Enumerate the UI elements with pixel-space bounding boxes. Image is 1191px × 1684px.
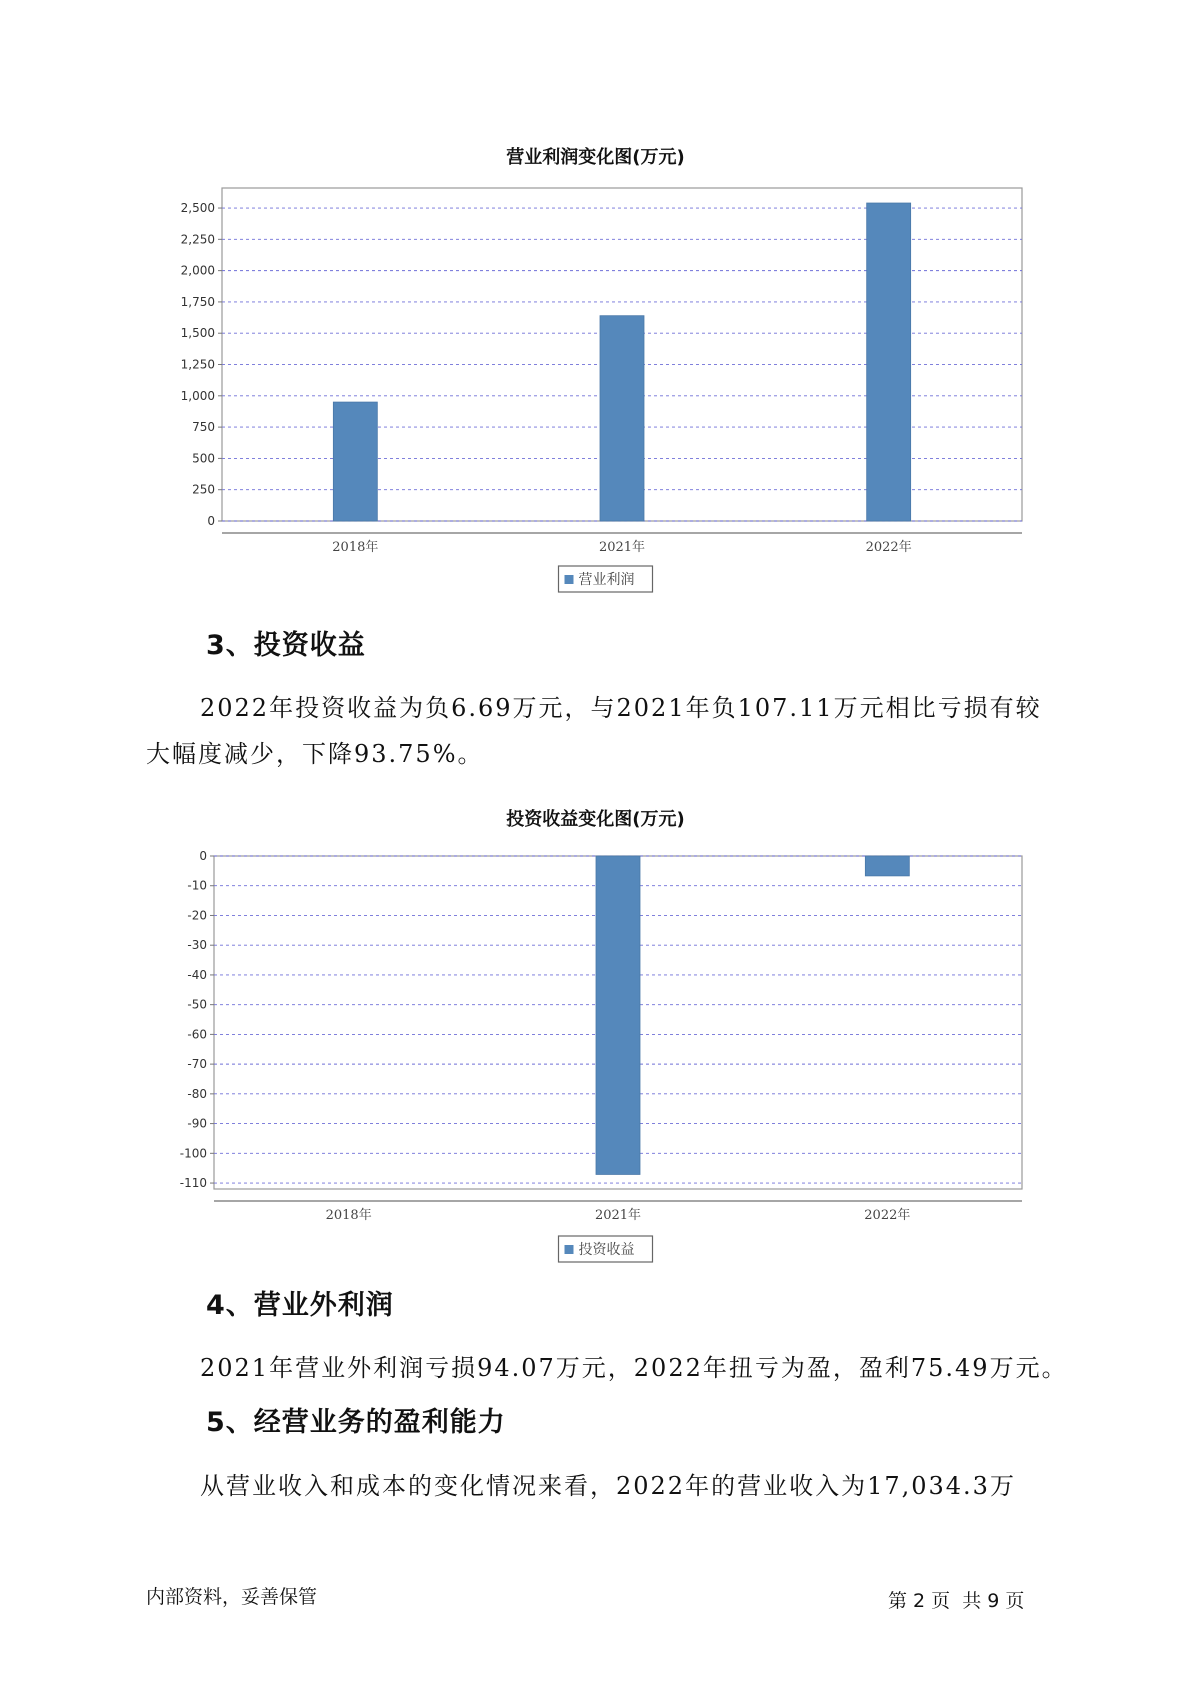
- footer-confidential-note: 内部资料，妥善保管: [146, 1586, 318, 1608]
- chart-2-title: 投资收益变化图(万元): [506, 809, 685, 830]
- legend-swatch: [565, 1245, 574, 1254]
- bar: [867, 203, 911, 521]
- x-tick-label: 2018年: [332, 540, 379, 555]
- section-4-heading: 4、营业外利润: [206, 1290, 394, 1321]
- legend-label: 营业利润: [578, 572, 635, 588]
- y-tick-label: -40: [187, 967, 207, 982]
- bar: [600, 316, 644, 521]
- y-tick-label: -70: [187, 1057, 207, 1072]
- bar: [596, 856, 640, 1174]
- legend-label: 投资收益: [578, 1242, 635, 1258]
- investment-income-chart: [0, 830, 1191, 1258]
- bar: [865, 856, 909, 876]
- y-tick-label: -50: [187, 997, 207, 1012]
- y-tick-label: 500: [192, 451, 215, 466]
- y-tick-label: -20: [187, 908, 207, 923]
- bar: [333, 402, 377, 521]
- y-tick-label: 250: [192, 482, 215, 497]
- section-5-heading: 5、经营业务的盈利能力: [206, 1407, 506, 1438]
- y-tick-label: -110: [179, 1176, 207, 1191]
- y-tick-label: 0: [207, 514, 215, 528]
- x-tick-label: 2018年: [325, 1208, 372, 1223]
- y-tick-label: 2,500: [180, 201, 215, 216]
- y-tick-label: 1,250: [180, 357, 215, 372]
- section-5-paragraph: 从营业收入和成本的变化情况来看，2022年的营业收入为17,034.3万: [200, 1472, 1016, 1500]
- y-tick-label: -10: [187, 878, 207, 893]
- y-tick-label: 1,000: [180, 388, 215, 403]
- section-3-heading: 3、投资收益: [206, 630, 366, 661]
- y-tick-label: -30: [187, 938, 207, 953]
- x-tick-label: 2021年: [598, 540, 646, 555]
- y-tick-label: 1,750: [180, 294, 215, 309]
- y-tick-label: 0: [199, 849, 207, 863]
- y-tick-label: -60: [187, 1027, 207, 1042]
- section-3-paragraph-line-1: 2022年投资收益为负6.69万元，与2021年负107.11万元相比亏损有较: [200, 694, 1042, 722]
- y-tick-label: 1,500: [180, 326, 215, 341]
- x-tick-label: 2022年: [864, 1208, 911, 1223]
- operating-profit-chart: [0, 170, 1191, 588]
- y-tick-label: -100: [179, 1146, 207, 1161]
- legend-swatch: [565, 575, 574, 584]
- x-tick-label: 2022年: [865, 540, 912, 555]
- x-tick-label: 2021年: [594, 1208, 642, 1223]
- section-3-paragraph-line-2: 大幅度减少，下降93.75%。: [146, 740, 484, 768]
- y-tick-label: 2,250: [180, 232, 215, 247]
- footer-page-number: 第 2 页 共 9 页: [888, 1590, 1025, 1612]
- section-4-paragraph: 2021年营业外利润亏损94.07万元，2022年扭亏为盈，盈利75.49万元。: [200, 1354, 1068, 1382]
- y-tick-label: -80: [187, 1086, 207, 1101]
- chart-1-title: 营业利润变化图(万元): [506, 147, 685, 168]
- y-tick-label: 750: [192, 420, 215, 435]
- y-tick-label: 2,000: [180, 263, 215, 278]
- y-tick-label: -90: [187, 1116, 207, 1131]
